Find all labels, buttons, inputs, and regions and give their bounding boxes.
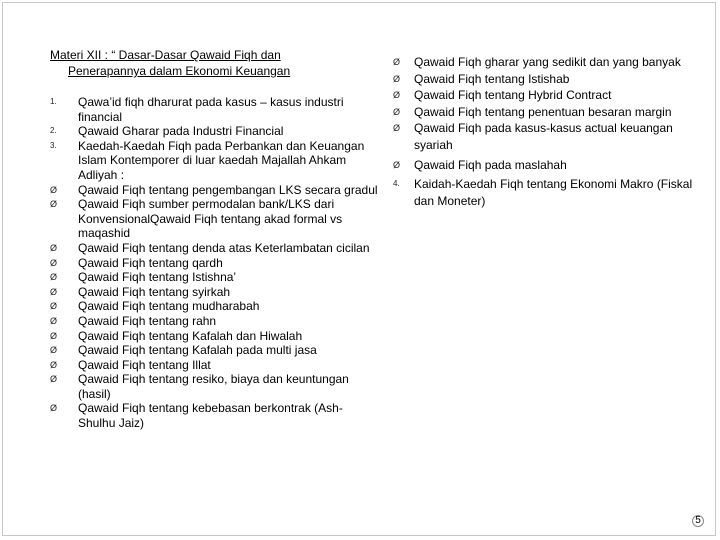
left-list-item-text: Kaedah-Kaedah Fiqh pada Perbankan dan Keuangan Islam Kontemporer di luar kaedah Majallah Ahkam Adliyah :	[78, 138, 365, 182]
left-list-item-text: Qawaid Fiqh tentang rahn	[78, 313, 217, 328]
left-list-item-text: Qawaid Fiqh tentang denda atas Keterlambatan cicilan	[78, 240, 370, 255]
arrow-bullet-icon: Ø	[393, 123, 401, 134]
arrow-bullet-icon: Ø	[50, 315, 58, 326]
list-number: 1.	[50, 97, 57, 106]
left-list-item	[50, 401, 380, 430]
left-list-item	[50, 241, 380, 256]
left-list-item-text: Qawaid Fiqh tentang qardh	[78, 255, 223, 270]
list-number: 2.	[50, 126, 57, 136]
arrow-bullet-icon: Ø	[50, 403, 58, 414]
left-list-item-text: Qawaid Fiqh tentang pengembangan LKS secara gradul	[78, 182, 378, 197]
left-list-item	[50, 343, 380, 358]
right-list-item-text: Qawaid Fiqh pada maslahah	[414, 157, 567, 172]
arrow-bullet-icon: Ø	[50, 184, 58, 195]
left-list-item	[50, 329, 380, 344]
right-list-item	[393, 157, 693, 174]
left-list-item	[50, 299, 380, 314]
left-list-item-text: Qawaid Fiqh tentang Illat	[78, 357, 211, 372]
page-number: 5	[695, 515, 701, 526]
left-list-item-text: Qawaid Fiqh sumber permodalan bank/LKS dari KonvensionalQawaid Fiqh tentang akad formal vs maqashid	[78, 197, 343, 241]
left-list-item	[50, 183, 380, 198]
left-list-item	[50, 124, 380, 139]
left-list-item-text: Qawaid Fiqh tentang resiko, biaya dan keuntungan (hasil)	[78, 372, 349, 401]
left-list-item	[50, 372, 380, 401]
arrow-bullet-icon: Ø	[50, 199, 58, 210]
right-list-item	[393, 176, 693, 209]
arrow-bullet-icon: Ø	[50, 359, 58, 370]
right-list-item	[393, 104, 693, 121]
right-list-item-text: Qawaid Fiqh tentang Hybrid Contract	[414, 88, 612, 103]
slide-title-line1: Materi XII : “ Dasar-Dasar Qawaid Fiqh dan	[50, 48, 281, 62]
left-list-item	[50, 95, 380, 124]
left-list-item	[50, 270, 380, 285]
arrow-bullet-icon: Ø	[50, 286, 58, 297]
right-list	[393, 54, 693, 209]
right-list-item-text: Qawaid Fiqh gharar yang sedikit dan yang banyak	[414, 55, 681, 69]
right-list-item-text: Kaidah-Kaedah Fiqh tentang Ekonomi Makro (Fiskal dan Moneter)	[414, 177, 693, 208]
left-list-item	[50, 139, 380, 183]
left-list-item	[50, 285, 380, 300]
left-list-item-text: Qawaid Fiqh tentang Istishna’	[78, 270, 237, 285]
arrow-bullet-icon: Ø	[50, 374, 58, 385]
left-list-item-text: Qawa’id fiqh dharurat pada kasus – kasus industri financial	[78, 95, 344, 124]
left-list-item-text: Qawaid Fiqh tentang Kafalah pada multi jasa	[78, 343, 317, 358]
left-list-item-text: Qawaid Fiqh tentang Kafalah dan Hiwalah	[78, 328, 303, 343]
right-list-item	[393, 71, 693, 88]
arrow-bullet-icon: Ø	[393, 73, 401, 84]
left-list-item-text: Qawaid Fiqh tentang kebebasan berkontrak (Ash-Shulhu Jaiz)	[78, 401, 343, 431]
right-list-item	[393, 54, 693, 71]
arrow-bullet-icon: Ø	[393, 90, 401, 101]
left-list-item	[50, 197, 380, 241]
slide-title-line2: Penerapannya dalam Ekonomi Keuangan	[68, 64, 291, 78]
arrow-bullet-icon: Ø	[50, 301, 58, 312]
right-list-item-text: Qawaid Fiqh pada kasus-kasus actual keuangan syariah	[414, 121, 673, 152]
left-list-item-text: Qawaid Gharar pada Industri Financial	[78, 124, 284, 139]
arrow-bullet-icon: Ø	[393, 57, 401, 67]
right-list-item-text: Qawaid Fiqh tentang penentuan besaran margin	[414, 104, 672, 119]
slide-title	[50, 47, 350, 79]
right-list-item	[393, 87, 693, 104]
arrow-bullet-icon: Ø	[50, 272, 58, 283]
left-list-item-text: Qawaid Fiqh tentang syirkah	[78, 284, 231, 299]
arrow-bullet-icon: Ø	[50, 345, 58, 356]
arrow-bullet-icon: Ø	[50, 242, 58, 253]
left-list-item	[50, 358, 380, 373]
arrow-bullet-icon: Ø	[50, 257, 58, 268]
left-list-item-text: Qawaid Fiqh tentang mudharabah	[78, 299, 260, 314]
arrow-bullet-icon: Ø	[393, 106, 401, 117]
right-list-item	[393, 120, 693, 153]
list-number: 4.	[393, 179, 400, 189]
arrow-bullet-icon: Ø	[393, 159, 401, 170]
arrow-bullet-icon: Ø	[50, 330, 58, 341]
left-list-item	[50, 314, 380, 329]
left-list-item	[50, 256, 380, 271]
right-list-item-text: Qawaid Fiqh tentang Istishab	[414, 71, 570, 86]
list-number: 3.	[50, 140, 57, 150]
left-list	[50, 95, 380, 431]
